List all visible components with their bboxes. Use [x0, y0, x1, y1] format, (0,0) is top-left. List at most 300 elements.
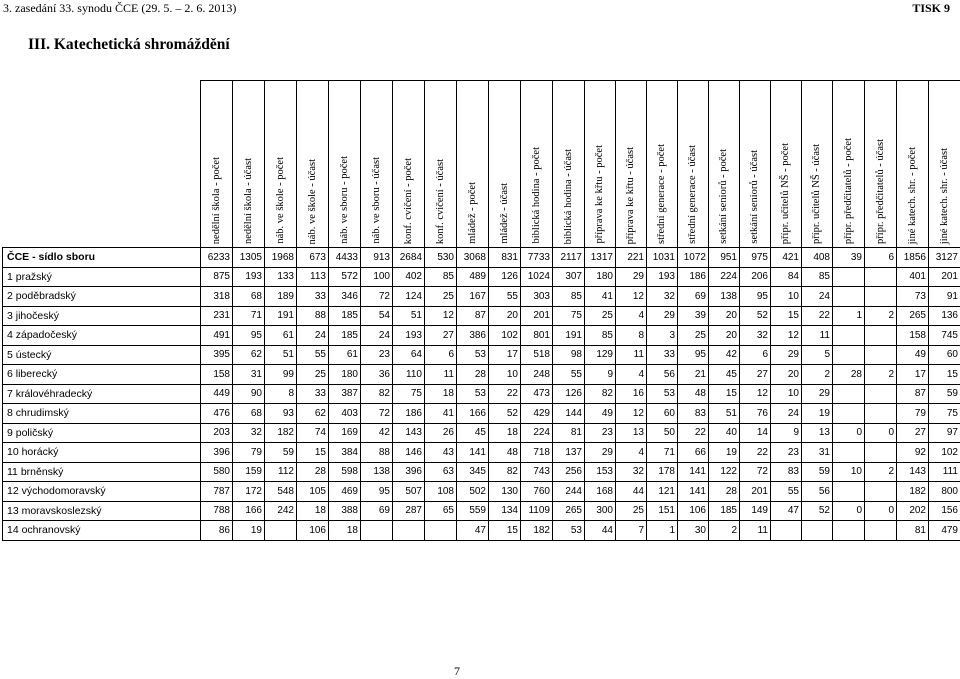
table-cell: 224 [709, 267, 740, 287]
table-cell: 975 [740, 248, 771, 268]
table-cell: 191 [265, 306, 297, 326]
table-cell [833, 345, 865, 365]
row-label: 12 východomoravský [3, 482, 201, 502]
section-title: III. Katechetická shromáždění [28, 36, 230, 53]
table-cell: 11 [616, 345, 647, 365]
table-cell: 74 [297, 423, 329, 443]
table-cell: 15 [709, 384, 740, 404]
table-cell: 44 [585, 521, 616, 541]
table-cell: 72 [740, 462, 771, 482]
table-cell: 88 [361, 443, 393, 463]
table-cell: 85 [802, 267, 833, 287]
table-cell [361, 521, 393, 541]
table-cell: 129 [585, 345, 616, 365]
table-cell: 130 [489, 482, 521, 502]
table-cell: 518 [521, 345, 553, 365]
table-cell: 32 [740, 326, 771, 346]
row-label: 2 poděbradský [3, 287, 201, 307]
table-cell: 186 [393, 404, 425, 424]
table-cell: 53 [457, 384, 489, 404]
table-cell: 303 [521, 287, 553, 307]
table-cell: 598 [329, 462, 361, 482]
table-cell: 39 [833, 248, 865, 268]
table-cell: 20 [771, 365, 802, 385]
table-cell: 61 [329, 345, 361, 365]
table-cell: 788 [201, 501, 233, 521]
table-cell: 801 [521, 326, 553, 346]
table-cell: 21 [678, 365, 709, 385]
column-header: jiné katech. shr. - účast [929, 81, 960, 248]
table-cell: 0 [833, 501, 865, 521]
table-header-row [3, 81, 960, 248]
table-cell: 7733 [521, 248, 553, 268]
table-cell: 108 [425, 482, 457, 502]
column-header: příprava ke křtu - počet [585, 81, 616, 248]
table-cell: 149 [740, 501, 771, 521]
table-cell: 2 [865, 365, 897, 385]
table-row [3, 345, 960, 365]
table-cell: 138 [361, 462, 393, 482]
table-cell: 124 [393, 287, 425, 307]
table-cell [833, 443, 865, 463]
table-cell: 141 [678, 482, 709, 502]
table-cell: 429 [521, 404, 553, 424]
table-cell [833, 384, 865, 404]
table-cell: 1 [833, 306, 865, 326]
table-cell: 875 [201, 267, 233, 287]
table-cell: 106 [297, 521, 329, 541]
table-cell: 1 [647, 521, 678, 541]
table-cell: 193 [647, 267, 678, 287]
table-cell: 23 [771, 443, 802, 463]
table-cell: 396 [393, 462, 425, 482]
table-cell: 231 [201, 306, 233, 326]
table-cell: 8 [265, 384, 297, 404]
table-cell: 580 [201, 462, 233, 482]
table-cell: 29 [616, 267, 647, 287]
table-cell: 10 [833, 462, 865, 482]
table-cell: 9 [585, 365, 616, 385]
table-row [3, 287, 960, 307]
table-cell: 64 [393, 345, 425, 365]
table-cell: 265 [897, 306, 929, 326]
table-cell: 45 [457, 423, 489, 443]
row-label: 3 jihočeský [3, 306, 201, 326]
table-cell: 548 [265, 482, 297, 502]
row-label: 14 ochranovský [3, 521, 201, 541]
table-cell: 6233 [201, 248, 233, 268]
table-cell: 31 [233, 365, 265, 385]
table-cell: 4433 [329, 248, 361, 268]
table-cell: 13 [802, 423, 833, 443]
column-header: přípr. předčitatelů - účast [865, 81, 897, 248]
table-cell: 137 [553, 443, 585, 463]
table-cell: 141 [457, 443, 489, 463]
row-label: 4 západočeský [3, 326, 201, 346]
table-cell: 151 [647, 501, 678, 521]
row-label: 7 královéhradecký [3, 384, 201, 404]
table-row [3, 404, 960, 424]
table-cell: 168 [585, 482, 616, 502]
table-cell: 489 [457, 267, 489, 287]
column-header: setkání seniorů - počet [709, 81, 740, 248]
table-cell: 507 [393, 482, 425, 502]
table-cell: 530 [425, 248, 457, 268]
table-cell: 68 [233, 287, 265, 307]
table-cell: 193 [393, 326, 425, 346]
table-cell: 55 [771, 482, 802, 502]
table-cell: 4 [616, 443, 647, 463]
table-cell: 5 [802, 345, 833, 365]
table-cell: 134 [489, 501, 521, 521]
table-cell: 0 [865, 423, 897, 443]
table-cell: 54 [361, 306, 393, 326]
table-cell: 55 [297, 345, 329, 365]
table-cell: 62 [297, 404, 329, 424]
table-cell: 27 [740, 365, 771, 385]
table-cell: 1856 [897, 248, 929, 268]
table-cell: 88 [297, 306, 329, 326]
table-cell: 24 [297, 326, 329, 346]
table-cell [833, 326, 865, 346]
table-cell: 112 [265, 462, 297, 482]
table-cell: 138 [709, 287, 740, 307]
table-cell: 2117 [553, 248, 585, 268]
table-cell: 265 [553, 501, 585, 521]
table-cell: 49 [585, 404, 616, 424]
table-cell: 133 [265, 267, 297, 287]
table-cell: 41 [425, 404, 457, 424]
table-cell: 42 [361, 423, 393, 443]
table-cell: 79 [897, 404, 929, 424]
table-cell: 42 [709, 345, 740, 365]
table-cell: 10 [771, 287, 802, 307]
table-cell: 87 [897, 384, 929, 404]
table-cell: 75 [393, 384, 425, 404]
table-cell: 22 [802, 306, 833, 326]
table-cell: 126 [553, 384, 585, 404]
table-cell: 11 [740, 521, 771, 541]
table-cell: 82 [361, 384, 393, 404]
table-cell: 29 [771, 345, 802, 365]
table-row [3, 384, 960, 404]
table-cell: 43 [425, 443, 457, 463]
table-cell: 66 [678, 443, 709, 463]
column-header: přípr. učitelů NŠ - účast [802, 81, 833, 248]
column-header: biblická hodina - účast [553, 81, 585, 248]
table-cell: 98 [553, 345, 585, 365]
table-cell [833, 404, 865, 424]
table-cell: 1968 [265, 248, 297, 268]
table-row [3, 482, 960, 502]
document-header-right: TISK 9 [912, 1, 950, 15]
table-cell: 166 [233, 501, 265, 521]
table-cell: 68 [233, 404, 265, 424]
table-cell: 11 [802, 326, 833, 346]
table-cell: 396 [201, 443, 233, 463]
table-row [3, 306, 960, 326]
table-cell: 146 [393, 443, 425, 463]
table-cell: 24 [802, 287, 833, 307]
page-number: 7 [454, 664, 460, 678]
table-cell: 51 [709, 404, 740, 424]
table-cell: 743 [521, 462, 553, 482]
table-cell: 158 [201, 365, 233, 385]
table-cell: 1072 [678, 248, 709, 268]
table-cell: 22 [740, 443, 771, 463]
table-cell: 63 [425, 462, 457, 482]
table-cell: 2 [865, 462, 897, 482]
table-cell: 20 [709, 306, 740, 326]
table-cell: 224 [521, 423, 553, 443]
table-cell: 55 [489, 287, 521, 307]
table-cell: 22 [678, 423, 709, 443]
table-cell [393, 521, 425, 541]
table-cell: 19 [233, 521, 265, 541]
table-cell: 12 [740, 384, 771, 404]
table-cell: 48 [489, 443, 521, 463]
table-cell [865, 326, 897, 346]
table-cell [865, 404, 897, 424]
table-cell: 156 [929, 501, 960, 521]
table-cell: 2 [802, 365, 833, 385]
table-cell: 18 [425, 384, 457, 404]
table-cell [833, 482, 865, 502]
table-cell: 15 [771, 306, 802, 326]
table-cell: 143 [393, 423, 425, 443]
table-cell: 1317 [585, 248, 616, 268]
column-header: přípr. předčitatelů - počet [833, 81, 865, 248]
table-cell: 91 [929, 287, 960, 307]
table-cell: 25 [616, 501, 647, 521]
table-cell: 572 [329, 267, 361, 287]
table-cell: 202 [897, 501, 929, 521]
table-cell: 18 [329, 521, 361, 541]
table-cell: 102 [489, 326, 521, 346]
table-cell: 6 [865, 248, 897, 268]
table-cell: 25 [297, 365, 329, 385]
table-cell: 83 [771, 462, 802, 482]
table-cell: 19 [802, 404, 833, 424]
table-cell: 28 [297, 462, 329, 482]
table-cell: 52 [802, 501, 833, 521]
table-cell: 182 [897, 482, 929, 502]
table-cell: 17 [489, 345, 521, 365]
table-cell: 81 [553, 423, 585, 443]
table-cell: 345 [457, 462, 489, 482]
table-cell: 256 [553, 462, 585, 482]
column-header: náb. ve sboru - počet [329, 81, 361, 248]
table-cell: 27 [897, 423, 929, 443]
table-cell: 0 [833, 423, 865, 443]
table-row [3, 462, 960, 482]
table-cell: 248 [521, 365, 553, 385]
table-cell: 193 [233, 267, 265, 287]
table-cell: 15 [297, 443, 329, 463]
table-cell: 81 [897, 521, 929, 541]
table-cell [833, 521, 865, 541]
table-cell: 388 [329, 501, 361, 521]
table-row [3, 443, 960, 463]
table-cell: 951 [709, 248, 740, 268]
table-cell: 395 [201, 345, 233, 365]
table-cell: 287 [393, 501, 425, 521]
table-cell: 15 [489, 521, 521, 541]
table-cell: 25 [425, 287, 457, 307]
table-cell: 113 [297, 267, 329, 287]
table-cell: 102 [929, 443, 960, 463]
table-cell: 23 [361, 345, 393, 365]
table-cell: 56 [802, 482, 833, 502]
table-cell: 110 [393, 365, 425, 385]
table-cell: 71 [233, 306, 265, 326]
table-cell: 9 [771, 423, 802, 443]
table-cell: 36 [361, 365, 393, 385]
table-cell: 559 [457, 501, 489, 521]
table-cell: 8 [616, 326, 647, 346]
table-cell: 14 [740, 423, 771, 443]
table-row [3, 248, 960, 268]
table-cell: 95 [361, 482, 393, 502]
table-cell: 12 [616, 287, 647, 307]
table-cell: 31 [802, 443, 833, 463]
table-cell: 72 [361, 287, 393, 307]
column-header: biblická hodina - počet [521, 81, 553, 248]
table-cell: 85 [553, 287, 585, 307]
table-cell: 52 [740, 306, 771, 326]
table-cell: 387 [329, 384, 361, 404]
table-cell: 19 [709, 443, 740, 463]
column-header: konf. cvičení - počet [393, 81, 425, 248]
column-header: přípr. učitelů NŠ - počet [771, 81, 802, 248]
table-cell: 221 [616, 248, 647, 268]
table-cell: 469 [329, 482, 361, 502]
table-cell: 33 [647, 345, 678, 365]
table-cell: 673 [297, 248, 329, 268]
table-cell: 53 [457, 345, 489, 365]
table-cell: 82 [489, 462, 521, 482]
table-cell: 95 [678, 345, 709, 365]
table-cell: 1031 [647, 248, 678, 268]
column-header: jiné katech. shr. - počet [897, 81, 929, 248]
table-cell: 2 [709, 521, 740, 541]
table-cell [771, 521, 802, 541]
table-cell: 158 [897, 326, 929, 346]
table-cell [865, 345, 897, 365]
table-cell: 29 [802, 384, 833, 404]
table-cell: 180 [329, 365, 361, 385]
table-cell: 0 [865, 501, 897, 521]
table-cell: 186 [678, 267, 709, 287]
row-label: 13 moravskoslezský [3, 501, 201, 521]
table-cell: 79 [233, 443, 265, 463]
table-cell: 75 [929, 404, 960, 424]
table-cell: 206 [740, 267, 771, 287]
table-cell: 75 [553, 306, 585, 326]
row-label: 6 liberecký [3, 365, 201, 385]
row-label: 10 horácký [3, 443, 201, 463]
table-cell: 18 [489, 423, 521, 443]
table-cell: 491 [201, 326, 233, 346]
table-cell [833, 287, 865, 307]
table-cell: 386 [457, 326, 489, 346]
table-cell: 913 [361, 248, 393, 268]
table-cell: 28 [457, 365, 489, 385]
column-header: mládež - počet [457, 81, 489, 248]
table-cell: 172 [233, 482, 265, 502]
table-cell: 189 [265, 287, 297, 307]
table-cell: 76 [740, 404, 771, 424]
table-cell: 3127 [929, 248, 960, 268]
table-cell: 12 [425, 306, 457, 326]
table-row [3, 501, 960, 521]
table-cell: 39 [678, 306, 709, 326]
table-cell: 26 [425, 423, 457, 443]
column-header: příprava ke křtu - účast [616, 81, 647, 248]
table-cell: 53 [553, 521, 585, 541]
table-cell: 201 [929, 267, 960, 287]
table-cell: 12 [771, 326, 802, 346]
table-cell: 182 [265, 423, 297, 443]
table-cell: 47 [457, 521, 489, 541]
column-header: náb. ve škole - účast [297, 81, 329, 248]
table-cell: 62 [233, 345, 265, 365]
table-row [3, 521, 960, 541]
table-cell [865, 267, 897, 287]
table-cell: 29 [647, 306, 678, 326]
table-cell: 69 [361, 501, 393, 521]
table-cell: 111 [929, 462, 960, 482]
table-cell [833, 267, 865, 287]
table-cell: 84 [771, 267, 802, 287]
table-cell: 831 [489, 248, 521, 268]
table-cell: 22 [489, 384, 521, 404]
table-cell: 17 [897, 365, 929, 385]
table-cell: 136 [929, 306, 960, 326]
table-cell [865, 287, 897, 307]
column-header: mládež - účast [489, 81, 521, 248]
table-cell: 49 [897, 345, 929, 365]
table-cell: 4 [616, 365, 647, 385]
table-cell: 10 [489, 365, 521, 385]
table-cell: 72 [361, 404, 393, 424]
table-cell: 167 [457, 287, 489, 307]
column-header: střední generace - počet [647, 81, 678, 248]
table-cell: 32 [647, 287, 678, 307]
table-cell: 106 [678, 501, 709, 521]
table-cell: 28 [709, 482, 740, 502]
table-cell [425, 521, 457, 541]
table-cell: 1305 [233, 248, 265, 268]
table-cell: 201 [740, 482, 771, 502]
column-header: náb. ve škole - počet [265, 81, 297, 248]
table-cell: 20 [489, 306, 521, 326]
table-cell: 12 [616, 404, 647, 424]
table-cell: 449 [201, 384, 233, 404]
table-cell: 787 [201, 482, 233, 502]
table-cell: 99 [265, 365, 297, 385]
table-cell: 33 [297, 384, 329, 404]
table-cell: 44 [616, 482, 647, 502]
table-cell: 28 [833, 365, 865, 385]
table-cell: 169 [329, 423, 361, 443]
table-cell: 59 [929, 384, 960, 404]
table-cell: 60 [929, 345, 960, 365]
table-cell: 318 [201, 287, 233, 307]
table-cell: 27 [425, 326, 457, 346]
table-cell: 126 [489, 267, 521, 287]
table-cell: 51 [265, 345, 297, 365]
